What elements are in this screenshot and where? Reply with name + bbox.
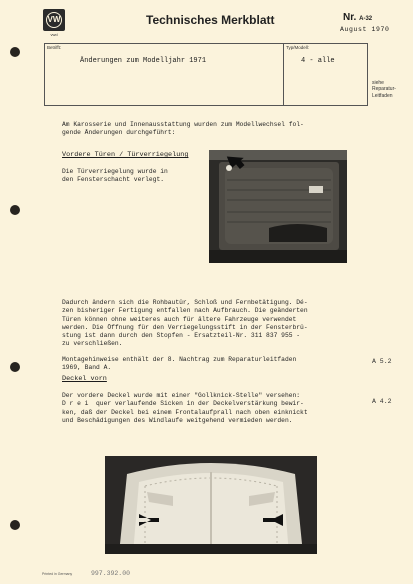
nr-value: A-32	[359, 16, 373, 22]
paragraph-assembly-notes: Montagehinweise enthält der 8. Nachtrag zum Reparaturleitfaden 1969, Band A.	[62, 356, 297, 372]
punch-hole-icon	[10, 362, 20, 372]
section-hood-heading: Deckel vorn	[62, 375, 107, 383]
nr-label: Nr.	[343, 12, 357, 23]
footer-code: 997.392.00	[91, 570, 131, 577]
hood-photo	[105, 456, 317, 554]
form-mid-rule	[283, 43, 284, 106]
document-date: August 1970	[340, 26, 390, 33]
section-hood-text: Der vordere Deckel wurde mit einer "Gollknick-Stelle" versehen: D r e i quer verlaufende Sicken in der Deckelverstärkung bewir- ken, daß der Deckel bei einem Frontalaufprall nach oben einknickt und Beschädigungen des Windlaufe weitgehend vermieden werden.	[62, 392, 308, 424]
door-photo	[209, 150, 347, 263]
betrifft-label: Betrifft:	[47, 45, 62, 50]
betrifft-value: Änderungen zum Modelljahr 1971	[80, 57, 207, 65]
reference-a52: A 5.2	[372, 358, 392, 365]
section-door-text: Die Türverriegelung wurde in den Fensterschacht verlegt.	[62, 168, 168, 184]
form-right-rule	[367, 43, 368, 106]
form-bottom-rule	[44, 105, 368, 106]
printed-in: Printed in Germany	[42, 572, 73, 576]
punch-hole-icon	[10, 520, 20, 530]
side-note: siehe Reparatur- Leitfaden	[372, 80, 396, 99]
section-door-heading: Vordere Türen / Türverriegelung	[62, 151, 189, 159]
vw-logo-icon: VW	[43, 9, 65, 31]
page-title: Technisches Merkblatt	[146, 13, 275, 27]
punch-hole-icon	[10, 205, 20, 215]
form-top-rule	[44, 43, 368, 44]
intro-text: Am Karosserie und Innenausstattung wurden zum Modellwechsel fol- gende Änderungen durchgeführt:	[62, 121, 304, 137]
punch-hole-icon	[10, 47, 20, 57]
brand-text: vwd	[50, 32, 58, 37]
typ-value: 4 - alle	[301, 57, 335, 65]
reference-a42: A 4.2	[372, 398, 392, 405]
form-left-rule	[44, 43, 45, 106]
typ-label: Typ/Modell:	[286, 45, 310, 50]
document-number	[343, 12, 372, 23]
paragraph-door-changes: Dadurch ändern sich die Rohbautür, Schloß und Fernbetätigung. Dé- zen bisheriger Fertigung entfallen nach Aufbrauch. Die geänderten Türen können ohne weiteres auch für ältere Fahrzeuge verwendet werden. Die Öffnung für den Verriegelungsstift in der Fensterbrü- stung ist dann durch den Stopfen - Ersatzteil-Nr. 311 837 955 - zu verschließen.	[62, 299, 308, 348]
